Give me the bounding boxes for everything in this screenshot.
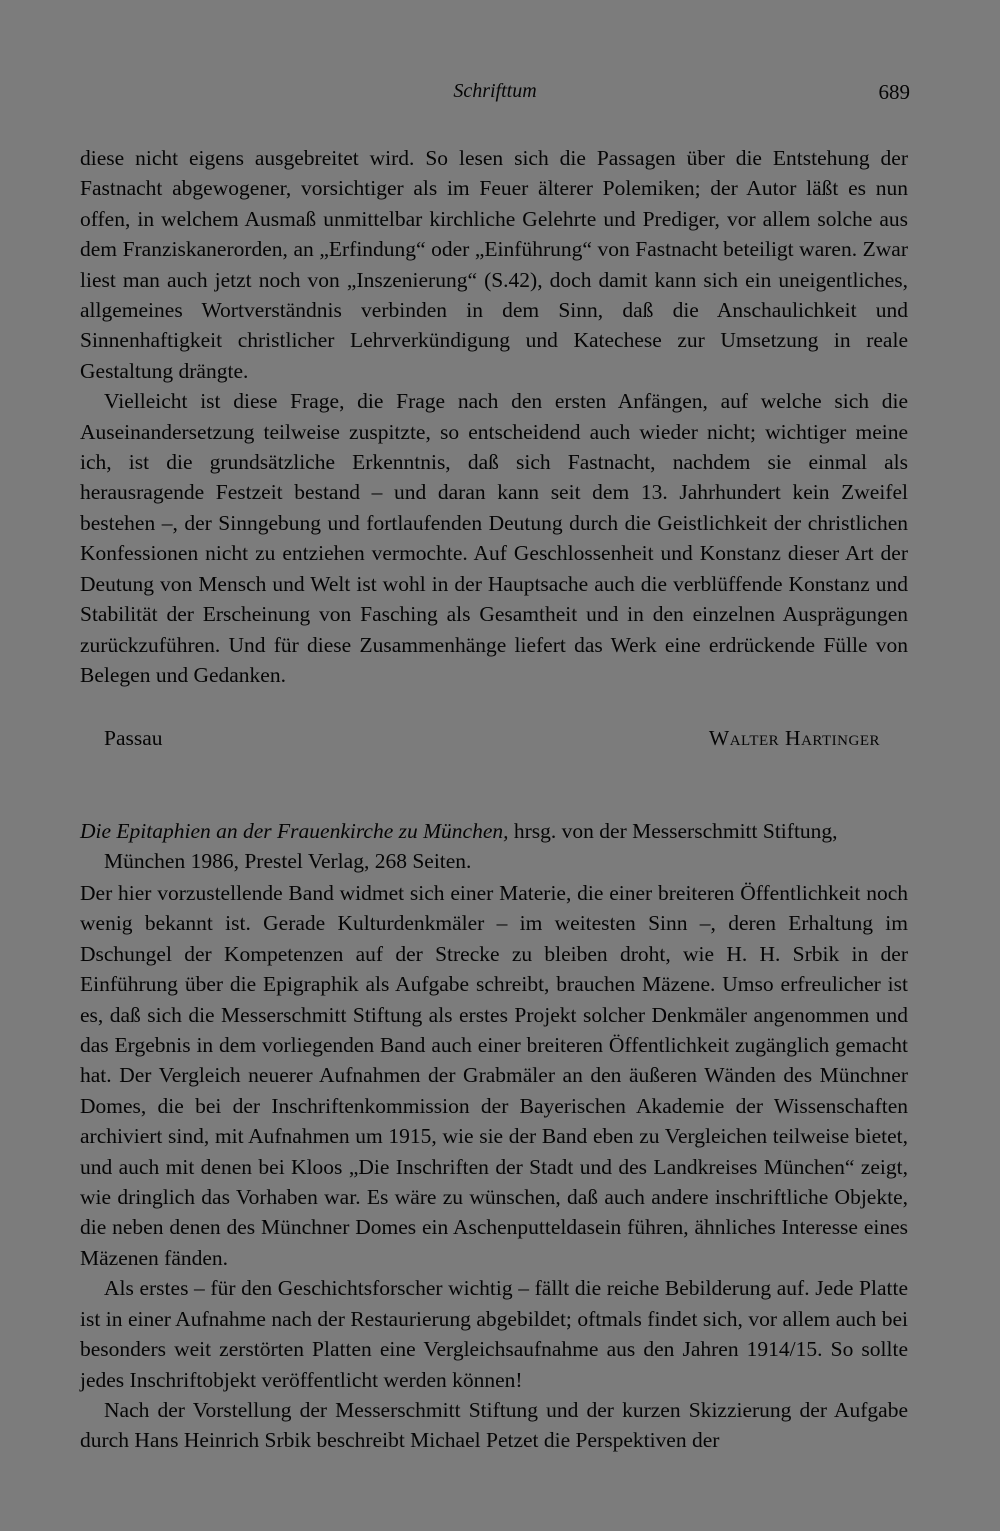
book-title: Die Epitaphien an der Frauenkirche zu München, [80,819,509,843]
review-1-author: Walter Hartinger [708,726,880,750]
review-1-place: Passau [104,726,163,750]
review-2-paragraph-2: Als erstes – für den Geschichtsforscher wichtig – fällt die reiche Bebilderung auf. Jede Platte ist in einer Aufnahme nach der Restaurierung abgebildet; oftmals findet sich, vor allem auch bei besonders weit zerstörten Platten eine Vergleichsaufnahme aus den Jahren 1914/15. So sollte jedes Inschriftobjekt veröffentlicht werden können! [80,1276,908,1392]
review-1-paragraph-2: Vielleicht ist diese Frage, die Frage nach den ersten Anfängen, auf welche sich die Auseinandersetzung teilweise zuspitzte, so entscheidend auch wieder nicht; wichtiger meine ich, ist die grundsätzliche Erkenntnis, daß sich Fastnacht, nachdem sie einmal als herausragende Festzeit bestand – und daran kann seit dem 13. Jahrhundert kein Zweifel bestehen –, der Sinngebung und fortlaufenden Deutung durch die Geistlichkeit der christlichen Konfessionen nicht zu entziehen vermochte. Auf Geschlossenheit und Konstanz dieser Art der Deutung von Mensch und Welt ist wohl in der Hauptsache auch die verblüffende Konstanz und Stabilität der Erscheinung von Fasching als Gesamtheit und in den einzelnen Ausprägungen zurückzuführen. Und für diese Zusammenhänge liefert das Werk eine erdrückende Fülle von Belegen und Gedanken. [80,389,908,687]
review-2-bibliography [80,816,908,877]
bibliography-line-2: München 1986, Prestel Verlag, 268 Seiten. [104,849,472,874]
review-1-paragraph-1: diese nicht eigens ausgebreitet wird. So lesen sich die Passagen über die Entstehung der Fastnacht abgewogener, vorsichtiger als im Feuer älterer Polemiken; der Autor läßt es nun offen, in welchem Ausmaß unmittelbar kirchliche Gelehrte und Prediger, vor allem solche aus dem Franziskanerorden, an „Erfindung“ oder „Einführung“ von Fastnacht beteiligt waren. Zwar liest man auch jetzt noch von „Inszenierung“ (S.42), doch damit kann sich ein uneigentliches, allgemeines Wortverständnis verbinden in dem Sinn, daß die Anschaulichkeit und Sinnenhaftigkeit christlicher Lehrverkündigung und Katechese zur Umsetzung in reale Gestaltung drängte. [80,146,908,383]
review-1-signature [80,726,880,756]
page-number: 689 [878,80,910,104]
book-editor: hrsg. von der Messerschmitt Stiftung, [508,819,838,843]
bibliography-line-1 [80,816,908,846]
review-2-body [80,878,908,1456]
review-1-body [80,143,908,690]
review-2-paragraph-1: Der hier vorzustellende Band widmet sich einer Materie, die einer breiteren Öffentlichkeit noch wenig bekannt ist. Gerade Kulturdenkmäler – im weitesten Sinn –, deren Erhaltung im Dschungel der Kompetenzen auf der Strecke zu bleiben droht, wie H. H. Srbik in der Einführung über die Epigraphik als Aufgabe schreibt, brauchen Mäzene. Umso erfreulicher ist es, daß sich die Messerschmitt Stiftung als erstes Projekt solcher Denkmäler angenommen und das Ergebnis in dem vorliegenden Band auch einer breiteren Öffentlichkeit zugänglich gemacht hat. Der Vergleich neuerer Aufnahmen der Grabmäler an den äußeren Wänden des Münchner Domes, die bei der Inschriftenkommission der Bayerischen Akademie der Wissenschaften archiviert sind, mit Aufnahmen um 1915, wie sie der Band eben zu Vergleichen teilweise bietet, und auch mit denen bei Kloos „Die Inschriften der Stadt und des Landkreises München“ zeigt, wie dringlich das Vorhaben war. Es wäre zu wünschen, daß auch andere inschriftliche Objekte, die neben denen des Münchner Domes ein Aschenputteldasein führen, ähnliches Interesse eines Mäzenen fänden. [80,881,908,1270]
running-title: Schrifttum [453,80,537,102]
running-header [80,80,910,108]
review-2-paragraph-3: Nach der Vorstellung der Messerschmitt Stiftung und der kurzen Skizzierung der Aufgabe durch Hans Heinrich Srbik beschreibt Michael Petzet die Perspektiven der [80,1397,908,1453]
